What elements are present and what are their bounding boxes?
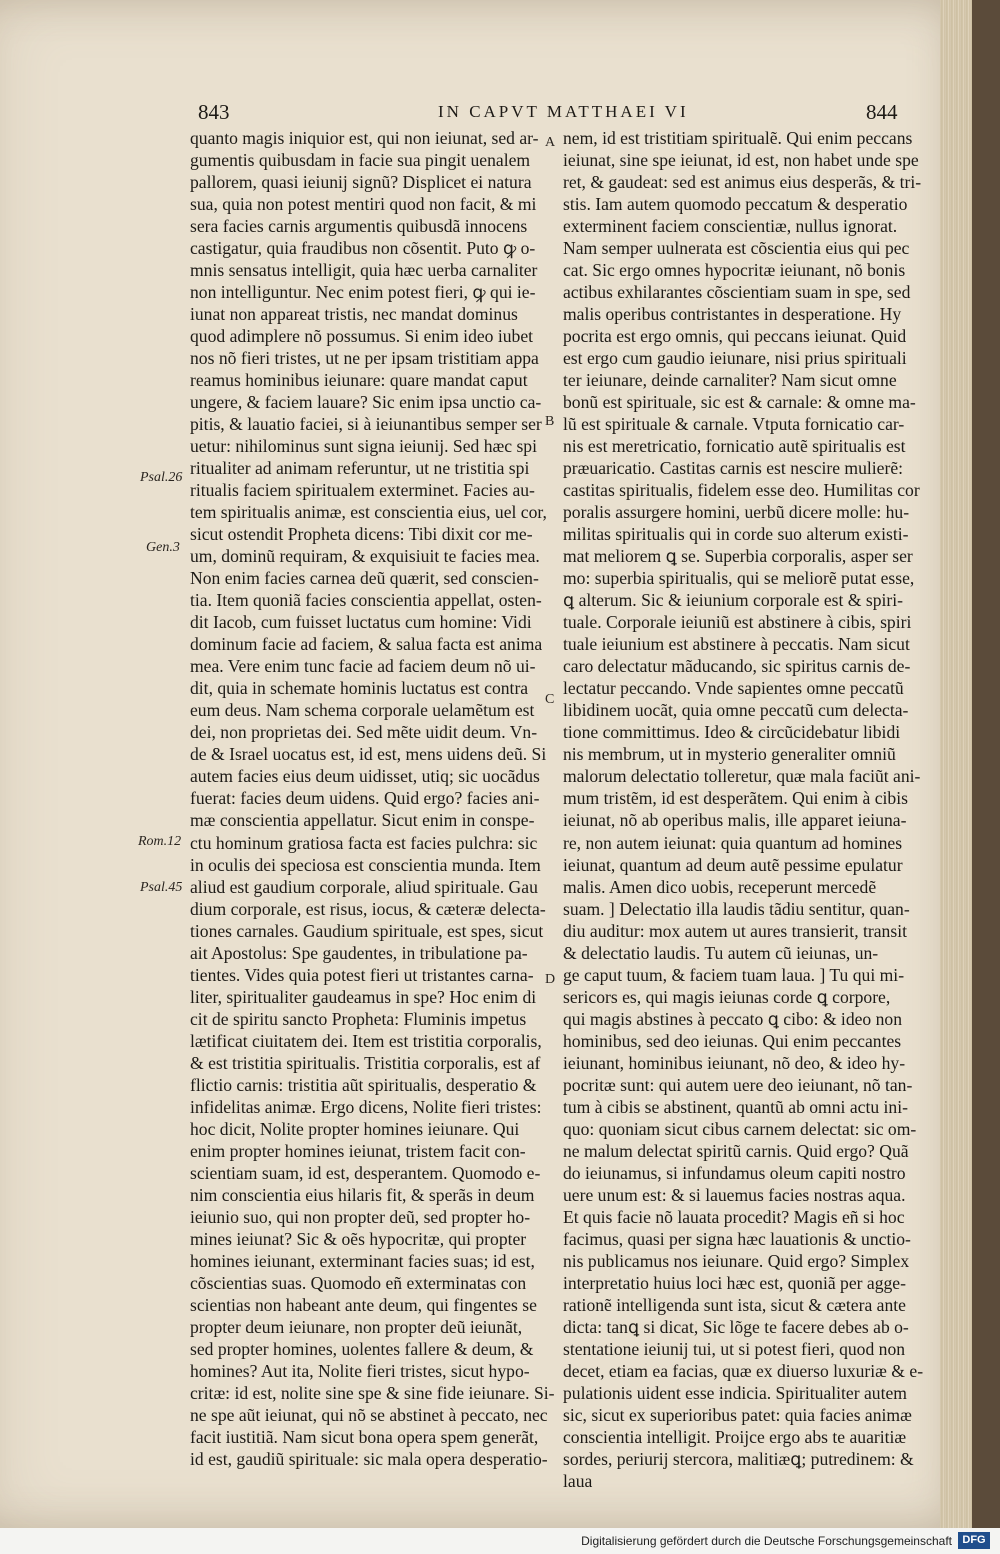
- text-line: Non enim facies carnea deũ quærit, sed conscien-: [190, 568, 539, 589]
- text-line: hoc dicit, Nolite propter homines ieiunare. Qui: [190, 1118, 520, 1139]
- text-line: ieiunant, hominibus ieiunant, nõ deo, & ideo hy-: [563, 1052, 906, 1073]
- section-letter-d: D: [545, 972, 556, 987]
- text-line: quod adimplere nõ possumus. Si enim ideo iubet: [190, 326, 534, 347]
- text-line: diu auditur: mox autem ut aures transierit, transit: [563, 920, 907, 941]
- text-line: nis publicamus nos ieiunare. Quid ergo? Simplex: [563, 1250, 910, 1271]
- text-line: facit iustitiã. Nam sicut bona opera spem generãt,: [190, 1426, 539, 1447]
- text-line: dit Iacob, cum fuisset luctatus cum homine: Vidi: [190, 612, 532, 633]
- text-line: ieiunat, quantum ad deum autẽ pessime epulatur: [563, 854, 903, 875]
- text-line: cõscientias suas. Quomodo eñ exterminatas con: [190, 1272, 527, 1293]
- text-line: decet, etiam ea facias, quæ ex diuerso luxuriæ & e-: [563, 1360, 924, 1381]
- text-line: ꝗ alterum. Sic & ieiunium corporale est & spiri-: [563, 590, 903, 611]
- text-line: Nam semper uulnerata est cõscientia eius qui pec: [563, 238, 910, 259]
- left-text-column: [190, 127, 555, 1470]
- page-header: [190, 98, 920, 126]
- text-line: ieiunat, nõ ab operibus malis, ille apparet ieiuna-: [563, 810, 907, 831]
- text-line: ter ieiunare, deinde carnaliter? Nam sicut omne: [563, 370, 897, 391]
- text-line: dit, quia in schemate hominis luctatus est contra: [190, 678, 529, 699]
- text-line: do ieiunamus, si infundamus oleum capiti nostro: [563, 1162, 906, 1183]
- text-line: uetur: nihilominus sunt signa ieiunij. Sed hæc spi: [190, 436, 537, 457]
- section-letter-c: C: [545, 692, 555, 707]
- book-cover-edge: [972, 0, 1000, 1528]
- text-line: tem spiritualis animæ, est conscientia eius, uel cor,: [190, 502, 547, 523]
- text-line: gumentis quibusdam in facie sua pingit uenalem: [190, 150, 531, 171]
- text-line: aliud est gaudium corporale, aliud spirituale. Gau: [190, 876, 538, 897]
- text-line: dium corporale, est risus, iocus, & cæteræ delecta-: [190, 898, 546, 919]
- text-line: mo: superbia spiritualis, qui se meliorẽ putat esse,: [563, 568, 915, 589]
- text-line: pulationis uident esse indicia. Spiritualiter autem: [563, 1382, 907, 1403]
- text-line: homines? Aut ita, Nolite fieri tristes, sicut hypo-: [190, 1360, 530, 1381]
- text-line: tientes. Vides quia potest fieri ut tristantes carna-: [190, 964, 534, 985]
- text-line: tuale ieiunium est abstinere à peccatis. Nam sicut: [563, 634, 910, 655]
- text-line: tione committimus. Ideo & circũcidebatur libidi: [563, 722, 901, 743]
- text-line: nos nõ fieri tristes, ut ne per ipsam tristitiam appa: [190, 348, 539, 369]
- page-number-left: 843: [198, 100, 230, 124]
- text-line: de & Israel uocatus est, id est, mens uidens deũ. Si: [190, 744, 547, 765]
- text-line: malis. Amen dico uobis, receperunt mercedẽ: [563, 876, 877, 897]
- text-line: mea. Vere enim tunc facie ad faciem deum nõ ui-: [190, 656, 536, 677]
- text-line: castitas spiritualis, fidelem esse deo. Humilitas cor: [563, 480, 920, 501]
- text-line: fuerat: facies deum uidens. Quid ergo? facies ani-: [190, 788, 540, 809]
- text-line: tiones carnales. Gaudium spirituale, est spes, sicut: [190, 920, 544, 941]
- text-line: scientias non habeant ante deum, qui fingentes se: [190, 1294, 537, 1315]
- text-line: mæ conscientia appellatur. Sicut enim in conspe-: [190, 810, 535, 831]
- text-line: rationẽ intelligenda sunt ista, sicut & cætera ante: [563, 1294, 906, 1315]
- text-line: uere unum est: & si lauemus facies nostras aqua.: [563, 1184, 906, 1205]
- text-line: cit de spiritu sancto Propheta: Fluminis impetus: [190, 1008, 527, 1029]
- text-line: ait Apostolus: Spe gaudentes, in tribulatione pa-: [190, 942, 528, 963]
- text-line: nem, id est tristitiam spiritualẽ. Qui enim peccans: [563, 128, 913, 148]
- margin-note-rom12: Rom.12: [138, 834, 182, 849]
- text-line: pocritæ sunt: qui autem uere deo ieiunant, nõ tan-: [563, 1074, 913, 1095]
- text-line: pocrita est ergo omnis, qui peccans ieiunat. Quid: [563, 326, 907, 347]
- dfg-logo: DFG: [958, 1532, 990, 1549]
- text-line: est ergo cum gaudio ieiunare, nisi prius spirituali: [563, 348, 907, 369]
- text-line: sordes, periurij stercora, malitiæꝗ; putredinem: &: [563, 1448, 914, 1469]
- text-line: & delectatio laudis. Tu autem cũ ieiunas, un-: [563, 942, 879, 963]
- text-line: um, dominũ requiram, & exquisiuit te facies mea.: [190, 546, 540, 567]
- text-line: sic, sicut ex superioribus patet: quia facies animæ: [563, 1404, 912, 1425]
- text-line: exterminent faciem conscientiæ, nullus ignorat.: [563, 216, 898, 237]
- text-line: enim propter homines ieiunat, tristem facit con-: [190, 1140, 526, 1161]
- text-line: nis membrum, ut in mysterio generaliter omniũ: [563, 744, 896, 765]
- text-line: sed propter homines, uolentes fallere & deum, &: [190, 1338, 534, 1359]
- text-line: ne malum delectat spiritũ carnis. Quid ergo? Quã: [563, 1140, 909, 1161]
- footer-bar: [0, 1528, 1000, 1554]
- text-line: id est, gaudiũ spirituale: sic mala opera desperatio-: [190, 1448, 548, 1469]
- text-line: interpretatio huius loci hæc est, quoniã per agge-: [563, 1272, 906, 1293]
- margin-note-psal26: Psal.26: [140, 470, 183, 485]
- text-line: sericors es, qui magis ieiunas corde ꝗ corpore,: [563, 986, 891, 1007]
- text-line: ret, & gaudeat: sed est animus eius desperãs, & tri-: [563, 172, 922, 193]
- text-line: quo: quoniam sicut cibus carnem delectat: sic om-: [563, 1118, 917, 1139]
- text-line: mines ieiunat? Sic & oẽs hypocritæ, qui propter: [190, 1228, 527, 1249]
- text-line: qui magis abstines à peccato ꝗ cibo: & ideo non: [563, 1008, 903, 1029]
- text-line: ritualiter ad animam referuntur, ut ne tristitia spi: [190, 458, 530, 479]
- text-line: eum deus. Nam schema corporale uelamẽtum est: [190, 700, 535, 721]
- text-line: scientiam suam, id est, desperantem. Quomodo e-: [190, 1162, 541, 1183]
- text-line: non intelliguntur. Nec enim potest fieri, ꝙ qui ie-: [190, 282, 536, 303]
- text-line: suam. ] Delectatio illa laudis tãdiu sentitur, quan-: [563, 898, 910, 919]
- text-line: quanto magis iniquior est, qui non ieiunat, sed ar-: [190, 128, 539, 148]
- text-line: nis est meretricatio, fornicatio autẽ spiritualis est: [563, 436, 906, 457]
- text-line: bonũ est spirituale, sic est & carnale: & omne ma-: [563, 392, 916, 413]
- text-line: cat. Sic ergo omnes hypocritæ ieiunant, nõ bonis: [563, 260, 906, 281]
- text-line: malis operibus contristantes in desperatione. Hy: [563, 304, 902, 325]
- text-line: lũ est spirituale & carnale. Vtputa fornicatio car-: [563, 414, 905, 435]
- text-line: ge caput tuum, & faciem tuam laua. ] Tu qui mi-: [563, 964, 905, 985]
- text-line: præuaricatio. Castitas carnis est nescire mulierẽ:: [563, 458, 904, 479]
- text-line: poralis assurgere homini, uerbũ dicere molle: hu-: [563, 502, 910, 523]
- text-line: pitis, & lauatio faciei, si à ieiunantibus semper ser: [190, 414, 542, 435]
- text-line: infidelitas animæ. Ergo dicens, Nolite fieri tristes:: [190, 1096, 542, 1117]
- text-line: homines ieiunant, exterminant facies suas; id est,: [190, 1250, 535, 1271]
- text-line: critæ: id est, nolite sine spe & sine fide ieiunare. Si-: [190, 1382, 555, 1403]
- text-line: hominibus, sed deo ieiunas. Qui enim peccantes: [563, 1030, 902, 1051]
- text-line: caro delectatur mãducando, sic spiritus carnis de-: [563, 656, 911, 677]
- text-line: dicta: tanꝗ si dicat, Sic lõge te facere debes ab o-: [563, 1316, 909, 1337]
- text-line: tuale. Corporale ieiuniũ est abstinere à cibis, spiri: [563, 612, 912, 633]
- page-number-right: 844: [866, 100, 898, 124]
- text-line: autem facies eius deum uidisset, utiq; sic uocãdus: [190, 766, 540, 787]
- margin-note-gen3: Gen.3: [146, 540, 180, 555]
- text-line: militas spiritualis qui in corde suo alterum existi-: [563, 524, 909, 545]
- text-line: propter deum ieiunare, non propter deũ ieiunãt,: [190, 1316, 523, 1337]
- text-line: ritualis faciem spiritualem exterminet. Facies au-: [190, 480, 535, 501]
- text-line: dominum facie ad faciem, & salua facta est anima: [190, 634, 543, 655]
- text-line: libidinem uocãt, quia omne peccatũ cum delecta-: [563, 700, 909, 721]
- text-line: malorum delectatio tolleretur, quæ mala faciũt ani-: [563, 766, 921, 787]
- text-line: in oculis dei speciosa est conscientia munda. Item: [190, 854, 541, 875]
- text-line: ungere, & faciem lauare? Sic enim ipsa unctio ca-: [190, 392, 542, 413]
- text-line: sua, quia non potest mentiri quod non facit, & mi: [190, 194, 537, 215]
- text-line: iunat non appareat tristis, nec mandat dominus: [190, 304, 518, 325]
- section-letter-b: B: [545, 414, 555, 429]
- running-title: IN CAPVT MATTHAEI VI: [438, 102, 689, 121]
- text-line: conscientia intelligit. Proijce ergo abs te auaritiæ: [563, 1426, 907, 1447]
- text-line: stis. Iam autem quomodo peccatum & desperatio: [563, 194, 908, 215]
- footer-credit: Digitalisierung gefördert durch die Deutsche Forschungsgemeinschaft: [581, 1534, 952, 1548]
- text-line: actibus exhilarantes cõscientiam suam in spe, sed: [563, 282, 911, 303]
- text-line: castigatur, quia fraudibus non cõsentit. Puto ꝙ o-: [190, 238, 536, 259]
- text-line: ne spe aũt ieiunat, qui nõ se abstinet à peccato, nec: [190, 1404, 548, 1425]
- section-letter-a: A: [545, 135, 556, 150]
- text-line: lectatur peccando. Vnde sapientes omne peccatũ: [563, 678, 904, 699]
- text-line: pallorem, quasi ieiunij signũ? Displicet ei natura: [190, 172, 532, 193]
- text-line: tia. Item quoniã facies conscientia appellat, osten-: [190, 590, 542, 611]
- text-line: facimus, quasi per signa hæc lauationis & unctio-: [563, 1228, 911, 1249]
- text-line: mum tristẽm, id est desperãtem. Qui enim à cibis: [563, 788, 908, 809]
- text-line: nim conscientia eius hilaris fit, & sperãs in deum: [190, 1184, 535, 1205]
- right-text-column: [563, 127, 928, 1492]
- margin-note-psal45: Psal.45: [140, 880, 183, 895]
- text-line: ctu hominum gratiosa facta est facies pulchra: sic: [190, 832, 538, 853]
- text-line: ieiunio suo, qui non propter deũ, sed propter ho-: [190, 1206, 531, 1227]
- text-line: sicut ostendit Propheta dicens: Tibi dixit cor me-: [190, 524, 533, 545]
- text-line: laua: [563, 1470, 593, 1491]
- text-line: tum à cibis se abstinent, quantũ ab omni actu ini-: [563, 1096, 908, 1117]
- text-line: flictio carnis: tristitia aũt spiritualis, desperatio &: [190, 1074, 537, 1095]
- text-line: stentatione ieiunij tui, ut si potest fieri, quod non: [563, 1338, 906, 1359]
- text-line: sera facies carnis argumentis quibusdã innocens: [190, 216, 528, 237]
- text-line: dei, non proprietas dei. Sed mẽte uidit deum. Vn-: [190, 722, 538, 743]
- text-line: & est tristitia spiritualis. Tristitia corporalis, est af: [190, 1052, 541, 1073]
- text-line: reamus hominibus ieiunare: quare mandat caput: [190, 370, 528, 391]
- text-line: Et quis facie nõ lauata procedit? Magis eñ si hoc: [563, 1206, 905, 1227]
- text-line: mnis sensatus intelligit, quia hæc uerba carnaliter: [190, 260, 538, 281]
- text-line: lætificat ciuitatem dei. Item est tristitia corporalis,: [190, 1030, 542, 1051]
- text-line: mat meliorem ꝗ se. Superbia corporalis, asper ser: [563, 546, 913, 567]
- text-line: liter, spiritualiter gaudeamus in spe? Hoc enim di: [190, 986, 537, 1007]
- text-line: ieiunat, sine spe ieiunat, id est, non habet unde spe: [563, 150, 919, 171]
- text-line: re, non autem ieiunat: quia quantum ad homines: [563, 832, 903, 853]
